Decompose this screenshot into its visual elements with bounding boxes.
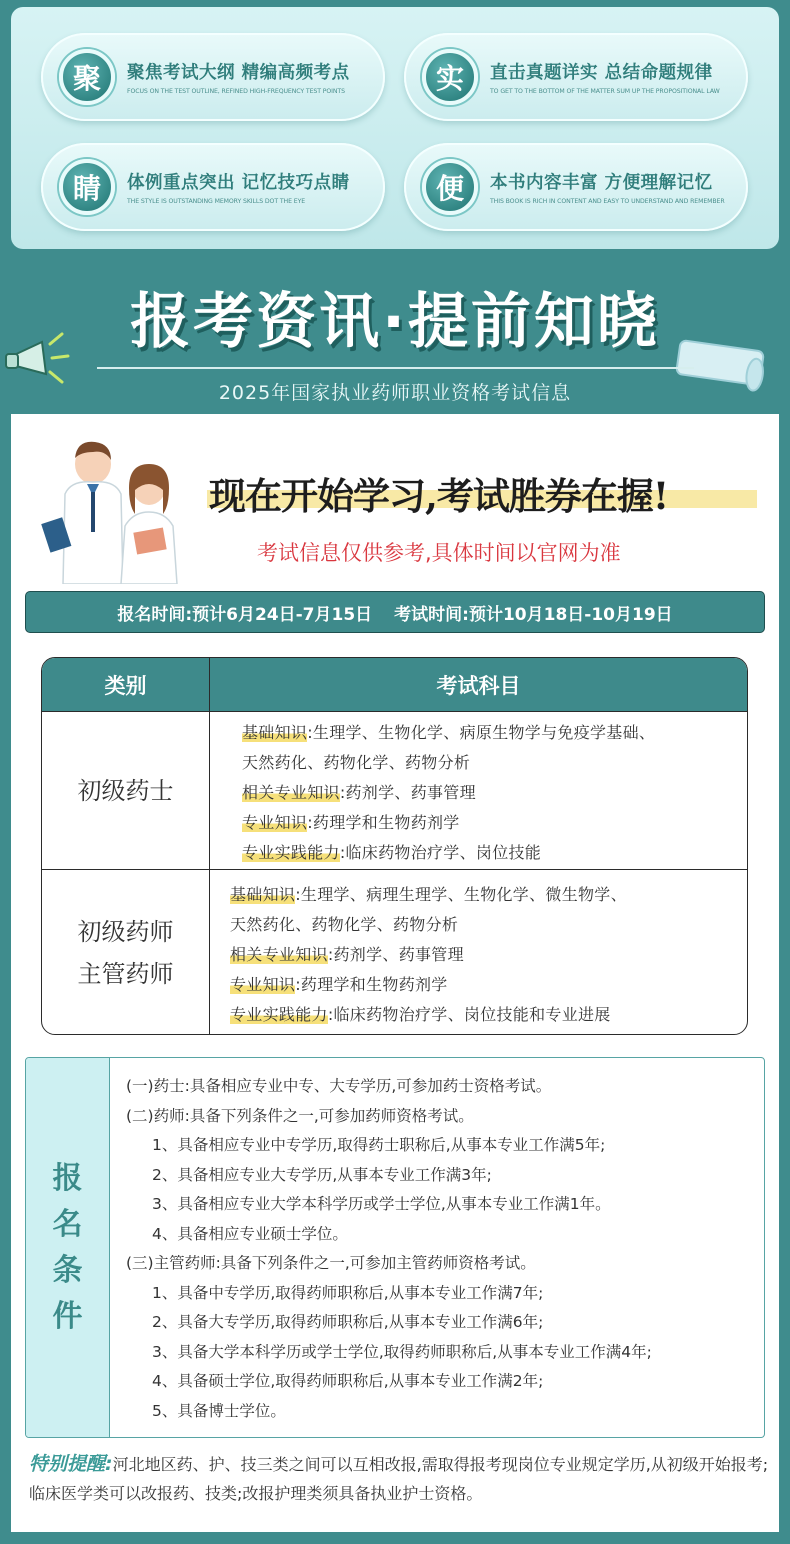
subject-text: :药理学和生物药剂学 xyxy=(295,975,448,994)
header-subjects: 考试科目 xyxy=(436,673,521,698)
row-subjects xyxy=(242,718,748,868)
subject-text: :生理学、病理生理学、生物化学、微生物学、 xyxy=(295,885,627,904)
condition-item: 4、具备相应专业硕士学位。 xyxy=(152,1224,348,1243)
feature-title: 本书内容丰富 方便理解记忆 xyxy=(490,173,713,193)
feature-subtitle: THE STYLE IS OUTSTANDING MEMORY SKILLS DOT THE EYE xyxy=(127,198,306,205)
header-category: 类别 xyxy=(42,658,210,711)
condition-item: 5、具备博士学位。 xyxy=(152,1401,286,1420)
subject-text: :药理学和生物药剂学 xyxy=(307,813,460,832)
category-label: 主管药师 xyxy=(77,959,174,988)
condition-item: (三)主管药师:具备下列条件之一,可参加主管药师资格考试。 xyxy=(126,1254,536,1272)
feature-panel xyxy=(11,7,779,249)
feature-card-convenient xyxy=(404,143,748,231)
subject-label: 专业知识 xyxy=(230,975,296,994)
side-char: 名 xyxy=(52,1206,83,1242)
side-char: 条 xyxy=(52,1252,83,1288)
condition-item: 1、具备相应专业中专学历,取得药士职称后,从事本专业工作满5年; xyxy=(152,1136,606,1154)
subject-label: 基础知识 xyxy=(230,885,296,904)
exam-time: 考试时间:预计10月18日-10月19日 xyxy=(394,604,673,625)
row-subjects xyxy=(230,880,740,1030)
feature-badge: 聚 xyxy=(59,49,115,105)
subject-text: :生理学、生物化学、病原生物学与免疫学基础、 xyxy=(307,723,656,742)
feature-card-real xyxy=(404,33,748,121)
condition-item: 4、具备硕士学位,取得药师职称后,从事本专业工作满2年; xyxy=(152,1372,544,1390)
reminder-text: 河北地区药、护、技三类之间可以互相改报,需取得报考现岗位专业规定学历,从初级开始报考;临床医学类可以改报药、技类;改报护理类须具备执业护士资格。 xyxy=(29,1455,769,1503)
subject-text-cont: 天然药化、药物化学、药物分析 xyxy=(230,915,459,934)
conditions-side-label xyxy=(26,1058,110,1437)
feature-title: 体例重点突出 记忆技巧点睛 xyxy=(127,173,350,193)
table-header xyxy=(42,658,747,711)
row-category xyxy=(42,712,210,869)
feature-badge: 实 xyxy=(422,49,478,105)
feature-subtitle: THIS BOOK IS RICH IN CONTENT AND EASY TO UNDERSTAND AND REMEMBER xyxy=(490,198,725,205)
feature-badge: 便 xyxy=(422,159,478,215)
notice-text: 考试信息仅供参考,具体时间以官网为准 xyxy=(257,541,621,565)
banner-title: 报考资讯·提前知晓 xyxy=(130,287,660,357)
subject-text: :临床药物治疗学、岗位技能和专业进展 xyxy=(327,1005,611,1024)
subject-label: 专业实践能力 xyxy=(242,843,340,862)
subject-label: 相关专业知识 xyxy=(242,783,340,802)
subject-label: 专业实践能力 xyxy=(230,1005,328,1024)
special-reminder xyxy=(29,1450,769,1508)
banner-divider xyxy=(97,367,694,369)
condition-item: 3、具备大学本科学历或学士学位,取得药师职称后,从事本专业工作满4年; xyxy=(152,1342,652,1361)
subject-label: 专业知识 xyxy=(242,813,308,832)
info-card xyxy=(11,414,779,1532)
condition-item: 1、具备中专学历,取得药师职称后,从事本专业工作满7年; xyxy=(152,1283,544,1302)
condition-item: 2、具备大专学历,取得药师职称后,从事本专业工作满6年; xyxy=(152,1313,544,1331)
feature-subtitle: TO GET TO THE BOTTOM OF THE MATTER SUM UP THE PROPOSITIONAL LAW xyxy=(490,88,720,95)
feature-subtitle: FOCUS ON THE TEST OUTLINE, REFINED HIGH-FREQUENCY TEST POINTS xyxy=(127,88,345,95)
slogan: 现在开始学习,考试胜券在握! xyxy=(209,474,669,518)
pharmacists-illustration xyxy=(41,434,201,584)
registration-conditions xyxy=(25,1057,765,1438)
subject-text: :药剂学、药事管理 xyxy=(339,783,476,802)
subject-text-cont: 天然药化、药物化学、药物分析 xyxy=(242,753,471,772)
feature-card-eye xyxy=(41,143,385,231)
category-label: 初级药师 xyxy=(77,917,174,946)
table-row xyxy=(42,711,747,869)
reminder-label: 特别提醒: xyxy=(29,1453,113,1475)
subject-label: 基础知识 xyxy=(242,723,308,742)
feature-title: 聚焦考试大纲 精编高频考点 xyxy=(127,63,350,83)
feature-card-focus xyxy=(41,33,385,121)
category-label: 初级药士 xyxy=(77,776,174,805)
subject-text: :临床药物治疗学、岗位技能 xyxy=(339,843,542,862)
condition-item: 2、具备相应专业大专学历,从事本专业工作满3年; xyxy=(152,1165,492,1184)
condition-item: 3、具备相应专业大学本科学历或学士学位,从事本专业工作满1年。 xyxy=(152,1195,611,1213)
registration-time: 报名时间:预计6月24日-7月15日 xyxy=(117,604,373,625)
row-category xyxy=(42,870,210,1035)
date-bar xyxy=(25,591,765,633)
table-row xyxy=(42,869,747,1035)
feature-badge: 睛 xyxy=(59,159,115,215)
subject-label: 相关专业知识 xyxy=(230,945,328,964)
condition-item: (二)药师:具备下列条件之一,可参加药师资格考试。 xyxy=(126,1106,474,1125)
conditions-list xyxy=(126,1072,756,1426)
subject-text: :药剂学、药事管理 xyxy=(327,945,464,964)
banner-subtitle: 2025年国家执业药师职业资格考试信息 xyxy=(218,382,572,404)
condition-item: (一)药士:具备相应专业中专、大专学历,可参加药士资格考试。 xyxy=(126,1077,552,1095)
side-char: 报 xyxy=(52,1160,83,1196)
feature-title: 直击真题详实 总结命题规律 xyxy=(490,63,713,83)
exam-subjects-table xyxy=(41,657,748,1035)
side-char: 件 xyxy=(52,1298,83,1334)
